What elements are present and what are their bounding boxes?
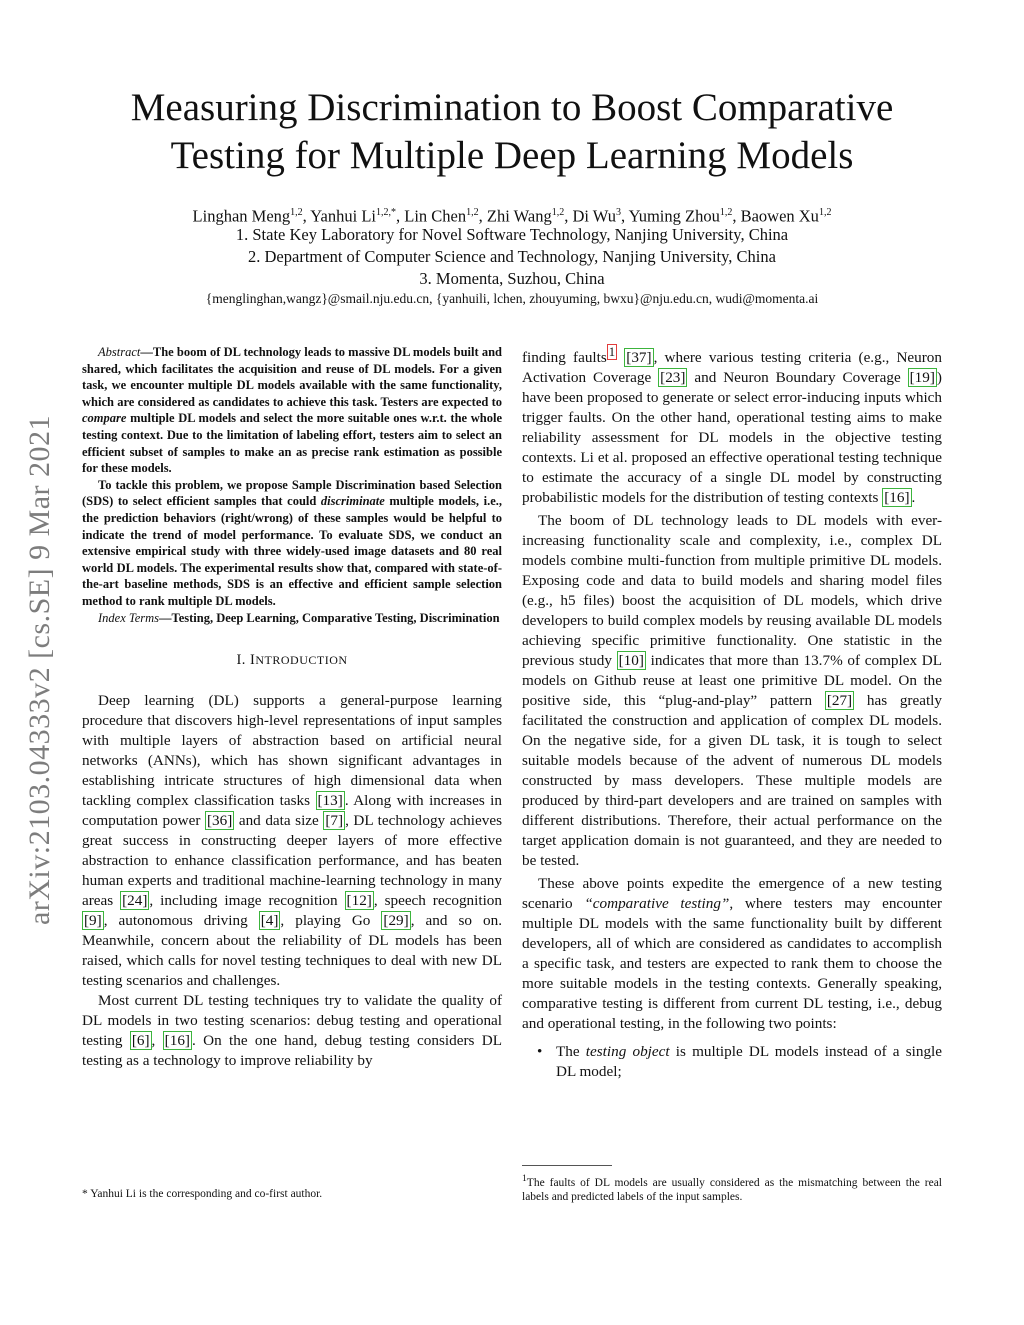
footnote-text: The faults of DL models are usually considered as the mismatching between the real labels and predicted labels of the input samples.: [522, 1176, 942, 1203]
intro-paragraph-1: [82, 691, 502, 991]
bullet-item-1: [522, 1042, 942, 1082]
footnote-divider: [522, 1165, 612, 1166]
footnote-1: [522, 1172, 942, 1204]
citation-link[interactable]: [4]: [260, 912, 279, 930]
abstract-emphasis: discriminate: [320, 494, 385, 509]
index-terms-text: —Testing, Deep Learning, Comparative Testing, Discrimination: [159, 610, 500, 625]
citation-link[interactable]: [9]: [84, 912, 102, 930]
author-emails: {menglinghan,wangz}@smail.nju.edu.cn, {yanhuili, lchen, zhouyuming, bwxu}@nju.edu.cn, wudi@momenta.ai: [205, 291, 819, 306]
section-number: I. I: [236, 652, 256, 669]
right-column: [522, 342, 942, 1082]
author-affil-mark: 3: [615, 207, 621, 218]
affiliation-2: 2. Department of Computer Science and Technology, Nanjing University, China: [248, 247, 776, 266]
abstract-text: multiple DL models and select the more suitable ones w.r.t. the whole testing context. Due to the limitation of labeling effort, testers aim to select an efficient subset of samples to make an as precise rank estimation as possible for these models.: [82, 411, 502, 476]
body-text: , DL technology achieves great success in constructing deeper layers of more effective abstraction to enhance classification performance, and has beaten human experts and traditional machine-learning technology in many areas: [82, 812, 502, 910]
citation-link[interactable]: [13]: [317, 792, 343, 810]
author-name: Linghan Meng: [192, 206, 291, 226]
abstract-emphasis: compare: [82, 411, 127, 426]
body-text: . On the one hand, debug testing considers DL testing as a technology to improve reliability by: [82, 1032, 502, 1070]
body-text: These above points expedite the emergence of a new testing scenario: [522, 875, 942, 913]
footnote-corresponding-author: * Yanhui Li is the corresponding and co-first author.: [82, 1188, 323, 1200]
footnote-mark: 1: [522, 1173, 527, 1184]
index-terms-label: Index Terms: [98, 610, 159, 625]
section-name: NTRODUCTION: [255, 653, 348, 668]
body-text: The boom of DL technology leads to DL models with ever-increasing functionality scale and complexity, i.e., complex DL models combine multi-function from multiple primitive DL models. Exposing code and data to build models and sharing model files (e.g., h5 files) boost the acquisition of DL models, which drive developers to build complex models by reusing available DL models achieving specific primitive functionality. One statistic in the previous study: [522, 512, 942, 670]
body-text: and Neuron Boundary Coverage: [687, 369, 908, 387]
left-column: [82, 344, 502, 1071]
abstract-text: —The boom of DL technology leads to massive DL models built and shared, which facilitates the acquisition and reuse of DL models. For a given task, we encounter multiple DL models available with the same functionality, which are considered as candidates to achieve this task. Testers are expected to: [82, 345, 502, 409]
author-name: Di Wu: [572, 206, 616, 226]
abstract-text: To tackle this problem, we propose Sample Discrimination based Selection (SDS) to select efficient samples that could: [82, 477, 502, 509]
right-paragraph-1: [522, 342, 942, 508]
body-text: is multiple DL models instead of a single DL model;: [556, 1043, 942, 1081]
citation-link[interactable]: [12]: [346, 892, 372, 910]
emphasis-text: testing object: [585, 1043, 670, 1061]
body-text: has greatly facilitated the construction and application of complex DL models. On the negative side, for a given DL task, it is tough to select suitable models because of the advent of numerous DL models constructed by mass developers. These multiple models are produced by third-part developers and are trained on samples with different distributions. Therefore, their actual performance on the target application domain is not guaranteed, and they are needed to be tested.: [522, 692, 943, 870]
body-text: finding faults: [522, 349, 607, 367]
abstract-paragraph-2: [82, 477, 502, 610]
body-text: , and so on. Meanwhile, concern about the reliability of DL models has been raised, which calls for novel testing techniques to deal with new DL testing scenarios and challenges.: [82, 912, 502, 990]
citation-link[interactable]: [36]: [206, 812, 233, 830]
abstract-paragraph-1: [82, 344, 502, 477]
body-text: , speech recognition: [373, 892, 502, 910]
right-paragraph-2: [522, 511, 942, 871]
title-line-2: Testing for Multiple Deep Learning Models: [170, 134, 854, 177]
body-text: , where testers may encounter multiple DL models with the same functionality built by different developers, all of which are considered as candidates to accomplish a specific task, and testers are expected to rank them to choose the more suitable models in the testing contexts. Generally speaking, comparative testing is different from current DL testing, i.e., debug and operational testing, in the following two points:: [522, 895, 942, 1033]
body-text: . Along with increases in computation power: [82, 792, 502, 830]
citation-link[interactable]: [27]: [826, 692, 853, 710]
author-list: Linghan Meng$^{1,2}$, Yanhui $Li^{1,2,*}$, Lin Chen$^{1,2}$, Zhi Wang$^{1,2}$, Di Wu$^3$, Yuming Zhou$^{1,2}$, Baowen Xu$^{1,2}$: [192, 206, 832, 226]
citation-link[interactable]: [19]: [909, 369, 935, 387]
author-name: Baowen Xu: [740, 206, 819, 226]
author-name: Yuming Zhou: [628, 206, 720, 226]
author-affil-mark: 1,2: [551, 207, 565, 218]
citation-link[interactable]: [23]: [660, 369, 686, 387]
paper-title: [60, 84, 964, 180]
citation-link[interactable]: [10]: [618, 652, 644, 670]
right-paragraph-3: [522, 874, 942, 1034]
body-text: Deep learning (DL) supports a general-purpose learning procedure that discovers high-level representations of input samples with multiple layers of abstraction based on artificial neural networks (ANNs), which has shown significant advantages in establishing intricate structures of high dimensional data when tackling complex classification tasks: [82, 692, 502, 810]
affiliation-1: 1. State Key Laboratory for Novel Software Technology, Nanjing University, China: [235, 225, 789, 244]
abstract-label: Abstract: [98, 345, 141, 359]
author-affil-mark: 1,2: [290, 207, 303, 218]
body-text: Most current DL testing techniques try to validate the quality of DL models in two testing scenarios: debug testing and operational testing: [82, 992, 502, 1050]
body-text: indicates that more than 13.7% of complex DL models on Github reuse at least one primitive DL model. On the positive side, this “plug-and-play” pattern: [522, 652, 943, 710]
citation-link[interactable]: [7]: [325, 812, 344, 830]
body-text: and data size: [234, 812, 324, 830]
body-text: , autonomous driving: [103, 912, 259, 930]
arxiv-identifier: arXiv:2103.04333v2 [cs.SE] 9 Mar 2021: [23, 414, 56, 926]
body-text: ,: [151, 1032, 163, 1050]
body-text: , playing Go: [280, 912, 382, 930]
body-text: The: [556, 1043, 586, 1061]
author-name: Zhi Wang: [486, 206, 552, 226]
body-text: ) have been proposed to generate or select error-inducing inputs which trigger faults. On the other hand, operational testing aims to make reliability assessment for DL models in the objective testing contexts. Li et al. proposed an effective operational testing technique to estimate the accuracy of a single DL model by constructing probabilistic models for the distribution of testing contexts: [522, 369, 942, 507]
index-terms: [82, 610, 502, 627]
footnote-link[interactable]: 1: [608, 345, 616, 359]
author-affil-mark: 1,2,*: [376, 207, 397, 218]
emphasis-text: “comparative testing”: [584, 895, 730, 913]
author-name: Lin Chen: [404, 206, 467, 226]
section-heading-introduction: [82, 652, 502, 669]
body-text: , including image recognition: [149, 892, 345, 910]
citation-link[interactable]: [29]: [383, 912, 409, 930]
author-name: Yanhui Li: [310, 206, 377, 226]
body-text: , where various testing criteria (e.g., Neuron Activation Coverage: [522, 349, 942, 387]
arxiv-sidebar: [12, 360, 68, 980]
citation-link[interactable]: [16]: [164, 1032, 190, 1050]
citation-link[interactable]: [24]: [122, 892, 148, 910]
author-affil-mark: 1,2: [719, 207, 733, 218]
affiliation-3: 3. Momenta, Suzhou, China: [419, 269, 605, 288]
author-affil-mark: 1,2: [466, 207, 479, 218]
citation-link[interactable]: [16]: [884, 489, 910, 507]
author-affil-mark: 1,2: [818, 207, 832, 218]
body-text: .: [911, 489, 916, 507]
title-line-1: Measuring Discrimination to Boost Comparative: [130, 86, 894, 129]
citation-link[interactable]: [6]: [131, 1032, 150, 1050]
intro-paragraph-2: [82, 991, 502, 1071]
abstract-text: multiple models, i.e., the prediction behaviors (right/wrong) of these samples would be helpful to indicate the trend of model performance. To evaluate SDS, we conduct an extensive empirical study with three widely-used image datasets and 80 real world DL models. The experimental results show that, compared with state-of-the-art baseline methods, SDS is an effective and efficient sample selection method to rank multiple DL models.: [82, 494, 502, 608]
citation-link[interactable]: [37]: [626, 349, 652, 367]
